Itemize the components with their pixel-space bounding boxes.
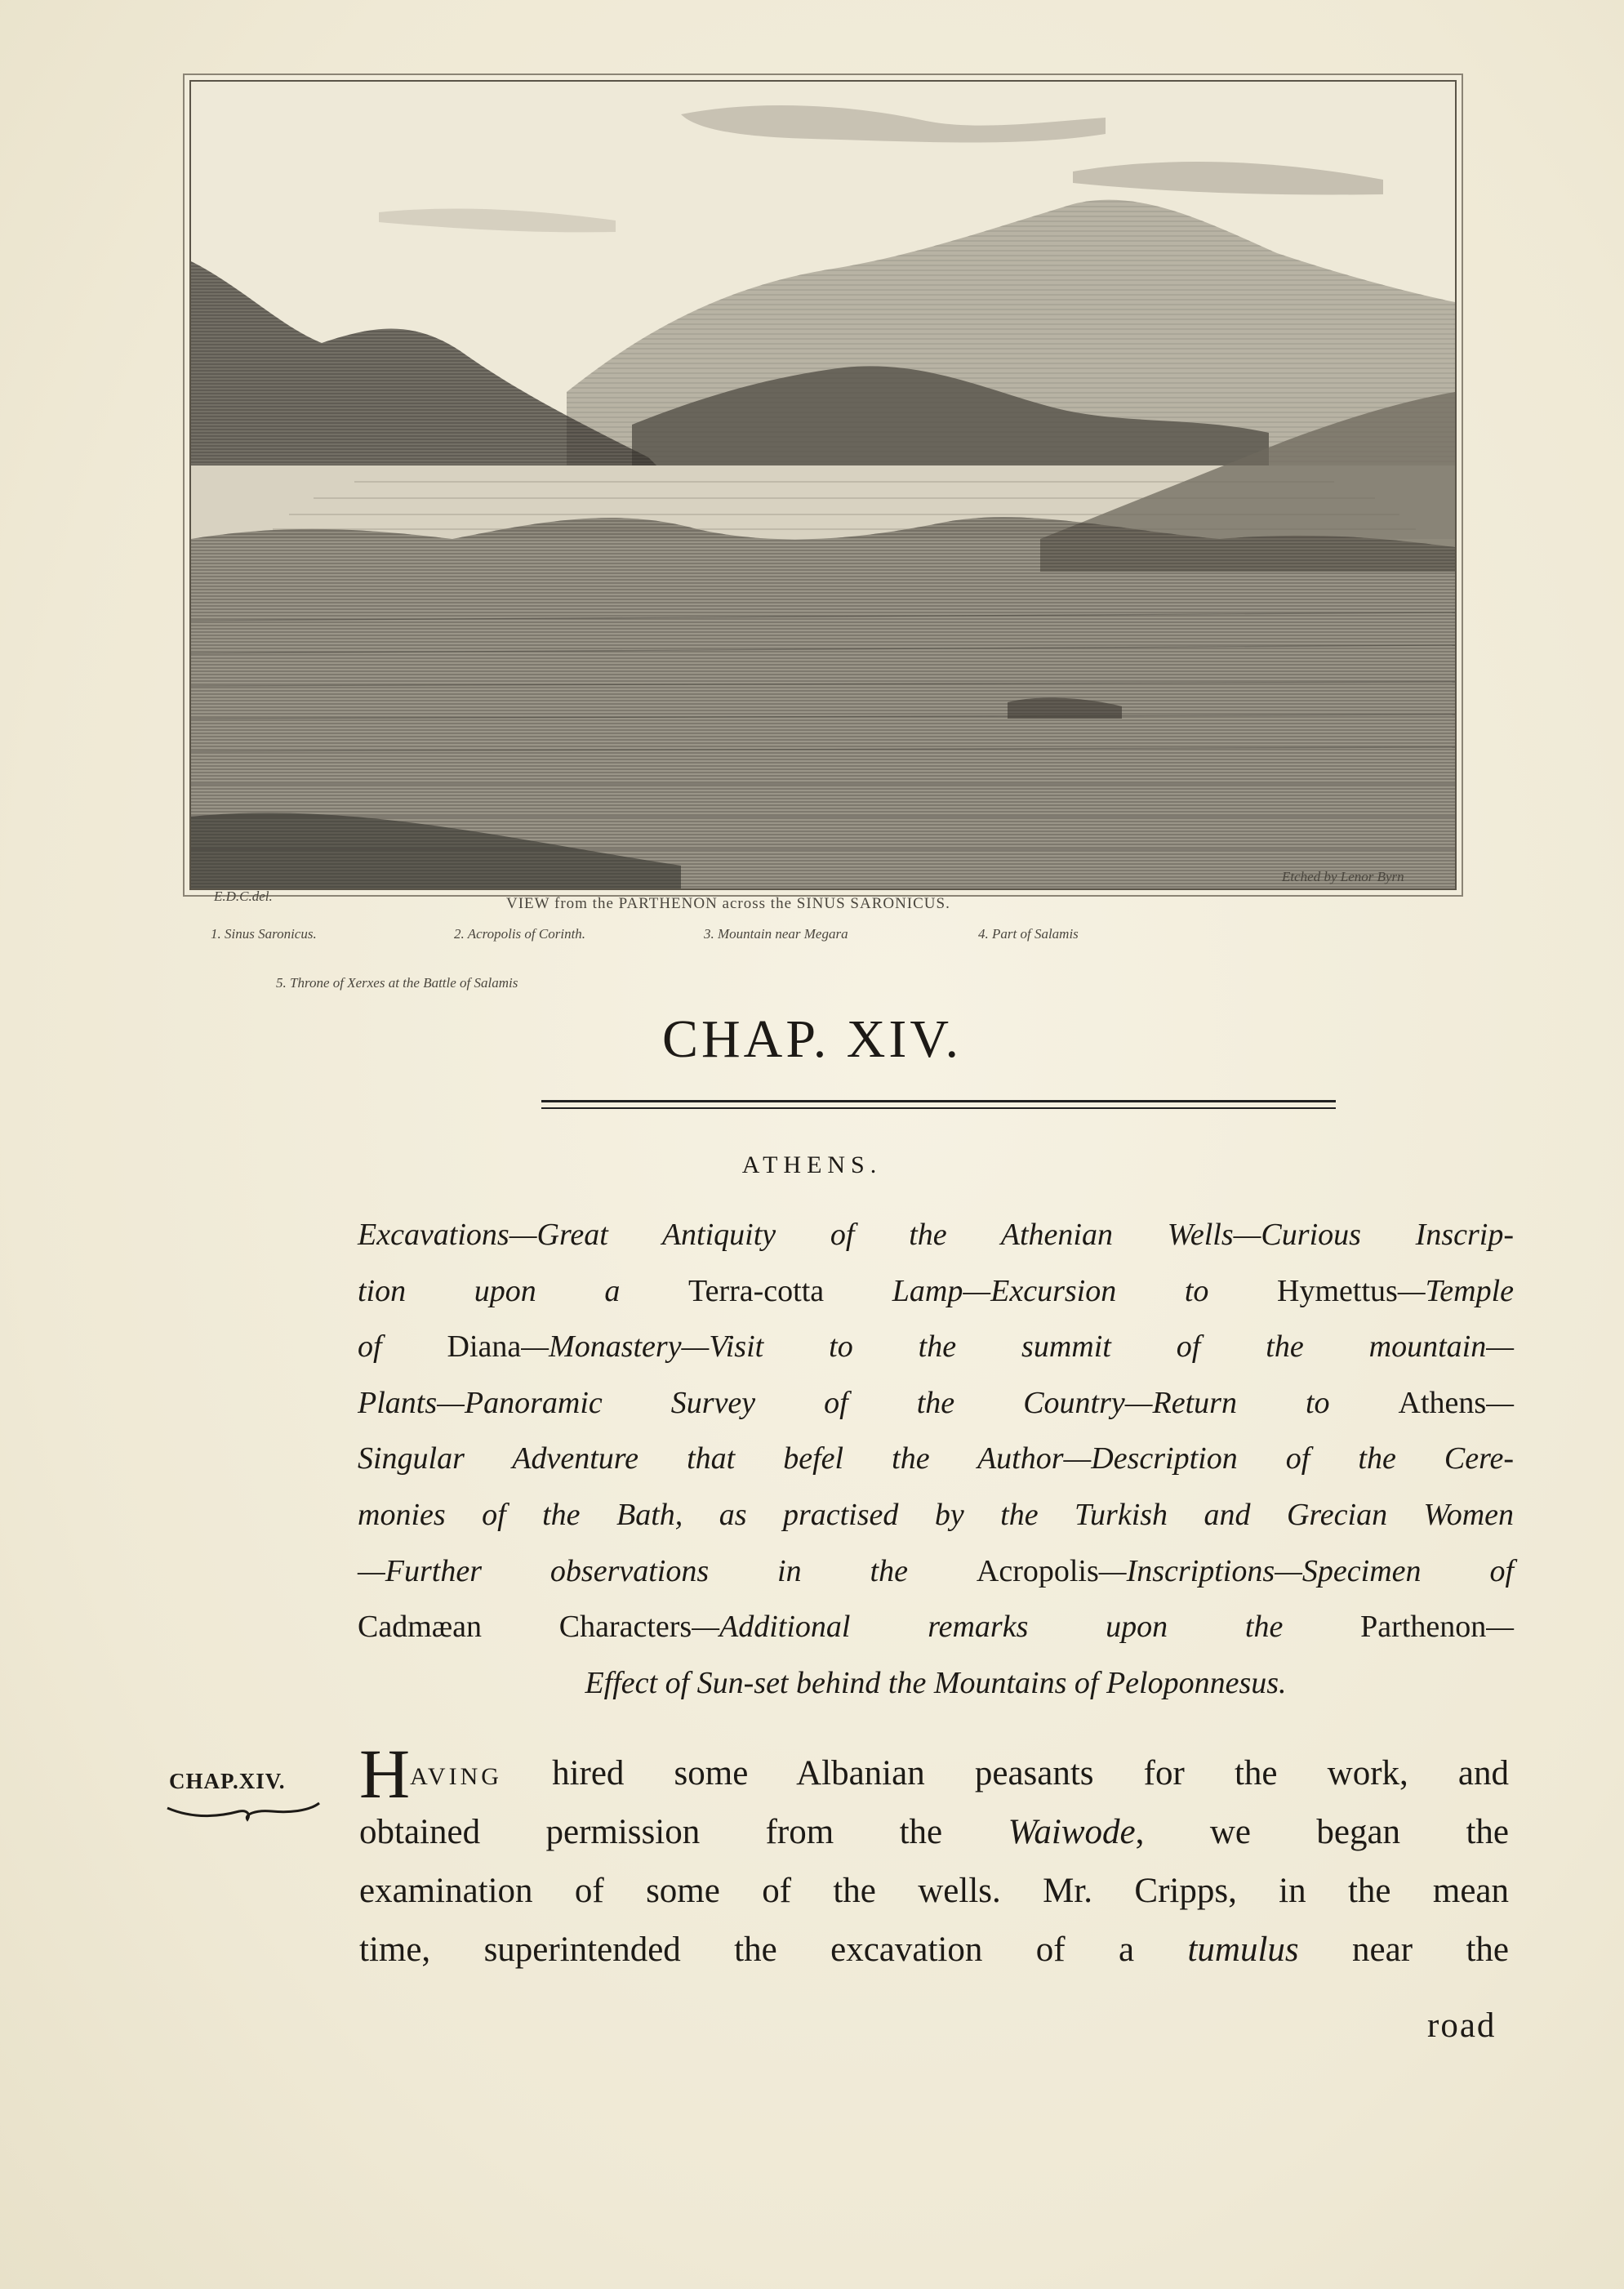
heading-rule-thick bbox=[541, 1100, 1336, 1102]
contents-line-segment: Effect of Sun-set behind the Mountains of Peloponnesus. bbox=[585, 1665, 1287, 1700]
chapter-contents-summary bbox=[358, 1207, 1514, 1711]
body-line-segment: examination of some of the wells. Mr. Cripps, in the mean bbox=[359, 1872, 1509, 1910]
contents-line-segment: —Inscriptions—Specimen of bbox=[1098, 1553, 1514, 1588]
plate-key-4: 4. Part of Salamis bbox=[978, 926, 1079, 942]
body-line-segment: Waiwode bbox=[1008, 1813, 1136, 1851]
margin-flourish-ornament bbox=[166, 1800, 321, 1824]
contents-line-segment: Acropolis bbox=[976, 1553, 1099, 1588]
body-line-2 bbox=[359, 1862, 1509, 1921]
contents-line-segment: of bbox=[358, 1329, 447, 1365]
margin-running-head: CHAP.XIV. bbox=[169, 1769, 286, 1793]
body-text bbox=[359, 1735, 1510, 1979]
body-line-segment: near the bbox=[1298, 1931, 1509, 1969]
body-line-segment: , we began the bbox=[1135, 1813, 1509, 1851]
contents-line-segment: —Further observations in the bbox=[358, 1553, 977, 1588]
contents-line-segment: Excavations—Great Antiquity of the Athenian Wells—Curious Inscrip- bbox=[358, 1218, 1514, 1252]
contents-line-9 bbox=[358, 1655, 1514, 1712]
plate-key-2: 2. Acropolis of Corinth. bbox=[454, 926, 586, 942]
body-lines bbox=[359, 1803, 1509, 1979]
plate-key-5: 5. Throne of Xerxes at the Battle of Salamis bbox=[276, 975, 518, 991]
drop-cap: H bbox=[359, 1735, 411, 1813]
contents-line-6 bbox=[358, 1487, 1514, 1543]
contents-line-segment: tion upon a bbox=[358, 1273, 689, 1308]
contents-line-4 bbox=[358, 1375, 1514, 1432]
contents-line-segment: Athens bbox=[1398, 1385, 1487, 1420]
contents-line-segment: monies of the Bath, as practised by the Turkish and Grecian Women bbox=[358, 1497, 1514, 1532]
plate-key-3: 3. Mountain near Megara bbox=[704, 926, 848, 942]
body-line-segment: obtained permission from the bbox=[359, 1813, 1008, 1851]
contents-line-segment: Cadmæan Characters bbox=[358, 1610, 692, 1645]
contents-line-8 bbox=[358, 1599, 1514, 1655]
contents-line-segment: Terra-cotta bbox=[688, 1273, 825, 1308]
landscape-engraving bbox=[191, 82, 1455, 888]
contents-line-segment: Singular Adventure that befel the Author—Description of the Cere- bbox=[358, 1441, 1514, 1476]
section-title: ATHENS. bbox=[741, 1151, 883, 1178]
chapter-heading: CHAP. XIV. bbox=[661, 1009, 963, 1069]
body-line-segment: tumulus bbox=[1187, 1931, 1299, 1969]
plate-title: VIEW from the PARTHENON across the SINUS SARONICUS. bbox=[506, 895, 950, 912]
engraver-credit-left: E.D.C.del. bbox=[214, 888, 273, 904]
contents-line-segment: —Temple bbox=[1397, 1273, 1514, 1308]
contents-line-segment: — bbox=[1486, 1385, 1514, 1420]
engraver-credit-right: Etched by Lenor Byrn bbox=[1282, 869, 1404, 884]
body-line-segment: time, superintended the excavation of a bbox=[359, 1931, 1188, 1969]
contents-line-segment: Diana bbox=[447, 1329, 522, 1365]
catchword: road bbox=[1427, 2006, 1497, 2045]
heading-rule-thin bbox=[541, 1107, 1336, 1109]
contents-line-segment: Hymettus bbox=[1277, 1273, 1398, 1308]
engraving-plate bbox=[189, 80, 1457, 890]
contents-line-segment: —Monastery—Visit to the summit of the mountain— bbox=[521, 1329, 1515, 1365]
contents-line-5 bbox=[358, 1431, 1514, 1487]
drop-cap-continuation: AVING bbox=[410, 1763, 502, 1790]
body-line-3 bbox=[359, 1921, 1509, 1979]
contents-line-3 bbox=[358, 1319, 1514, 1375]
contents-line-segment: Plants—Panoramic Survey of the Country—Return to bbox=[358, 1385, 1399, 1420]
contents-line-2 bbox=[358, 1263, 1514, 1320]
contents-line-1 bbox=[358, 1207, 1514, 1263]
body-line-1 bbox=[359, 1803, 1509, 1862]
contents-line-7 bbox=[358, 1543, 1514, 1600]
body-line-1 bbox=[359, 1735, 1510, 1813]
contents-line-segment: — bbox=[1486, 1610, 1514, 1645]
contents-line-segment: —Additional remarks upon the bbox=[692, 1610, 1361, 1645]
contents-line-segment: Lamp—Excursion to bbox=[824, 1273, 1278, 1308]
body-line-1-text: hired some Albanian peasants for the work, and bbox=[552, 1754, 1510, 1792]
plate-key-1: 1. Sinus Saronicus. bbox=[211, 926, 317, 942]
contents-line-segment: Parthenon bbox=[1360, 1610, 1487, 1645]
